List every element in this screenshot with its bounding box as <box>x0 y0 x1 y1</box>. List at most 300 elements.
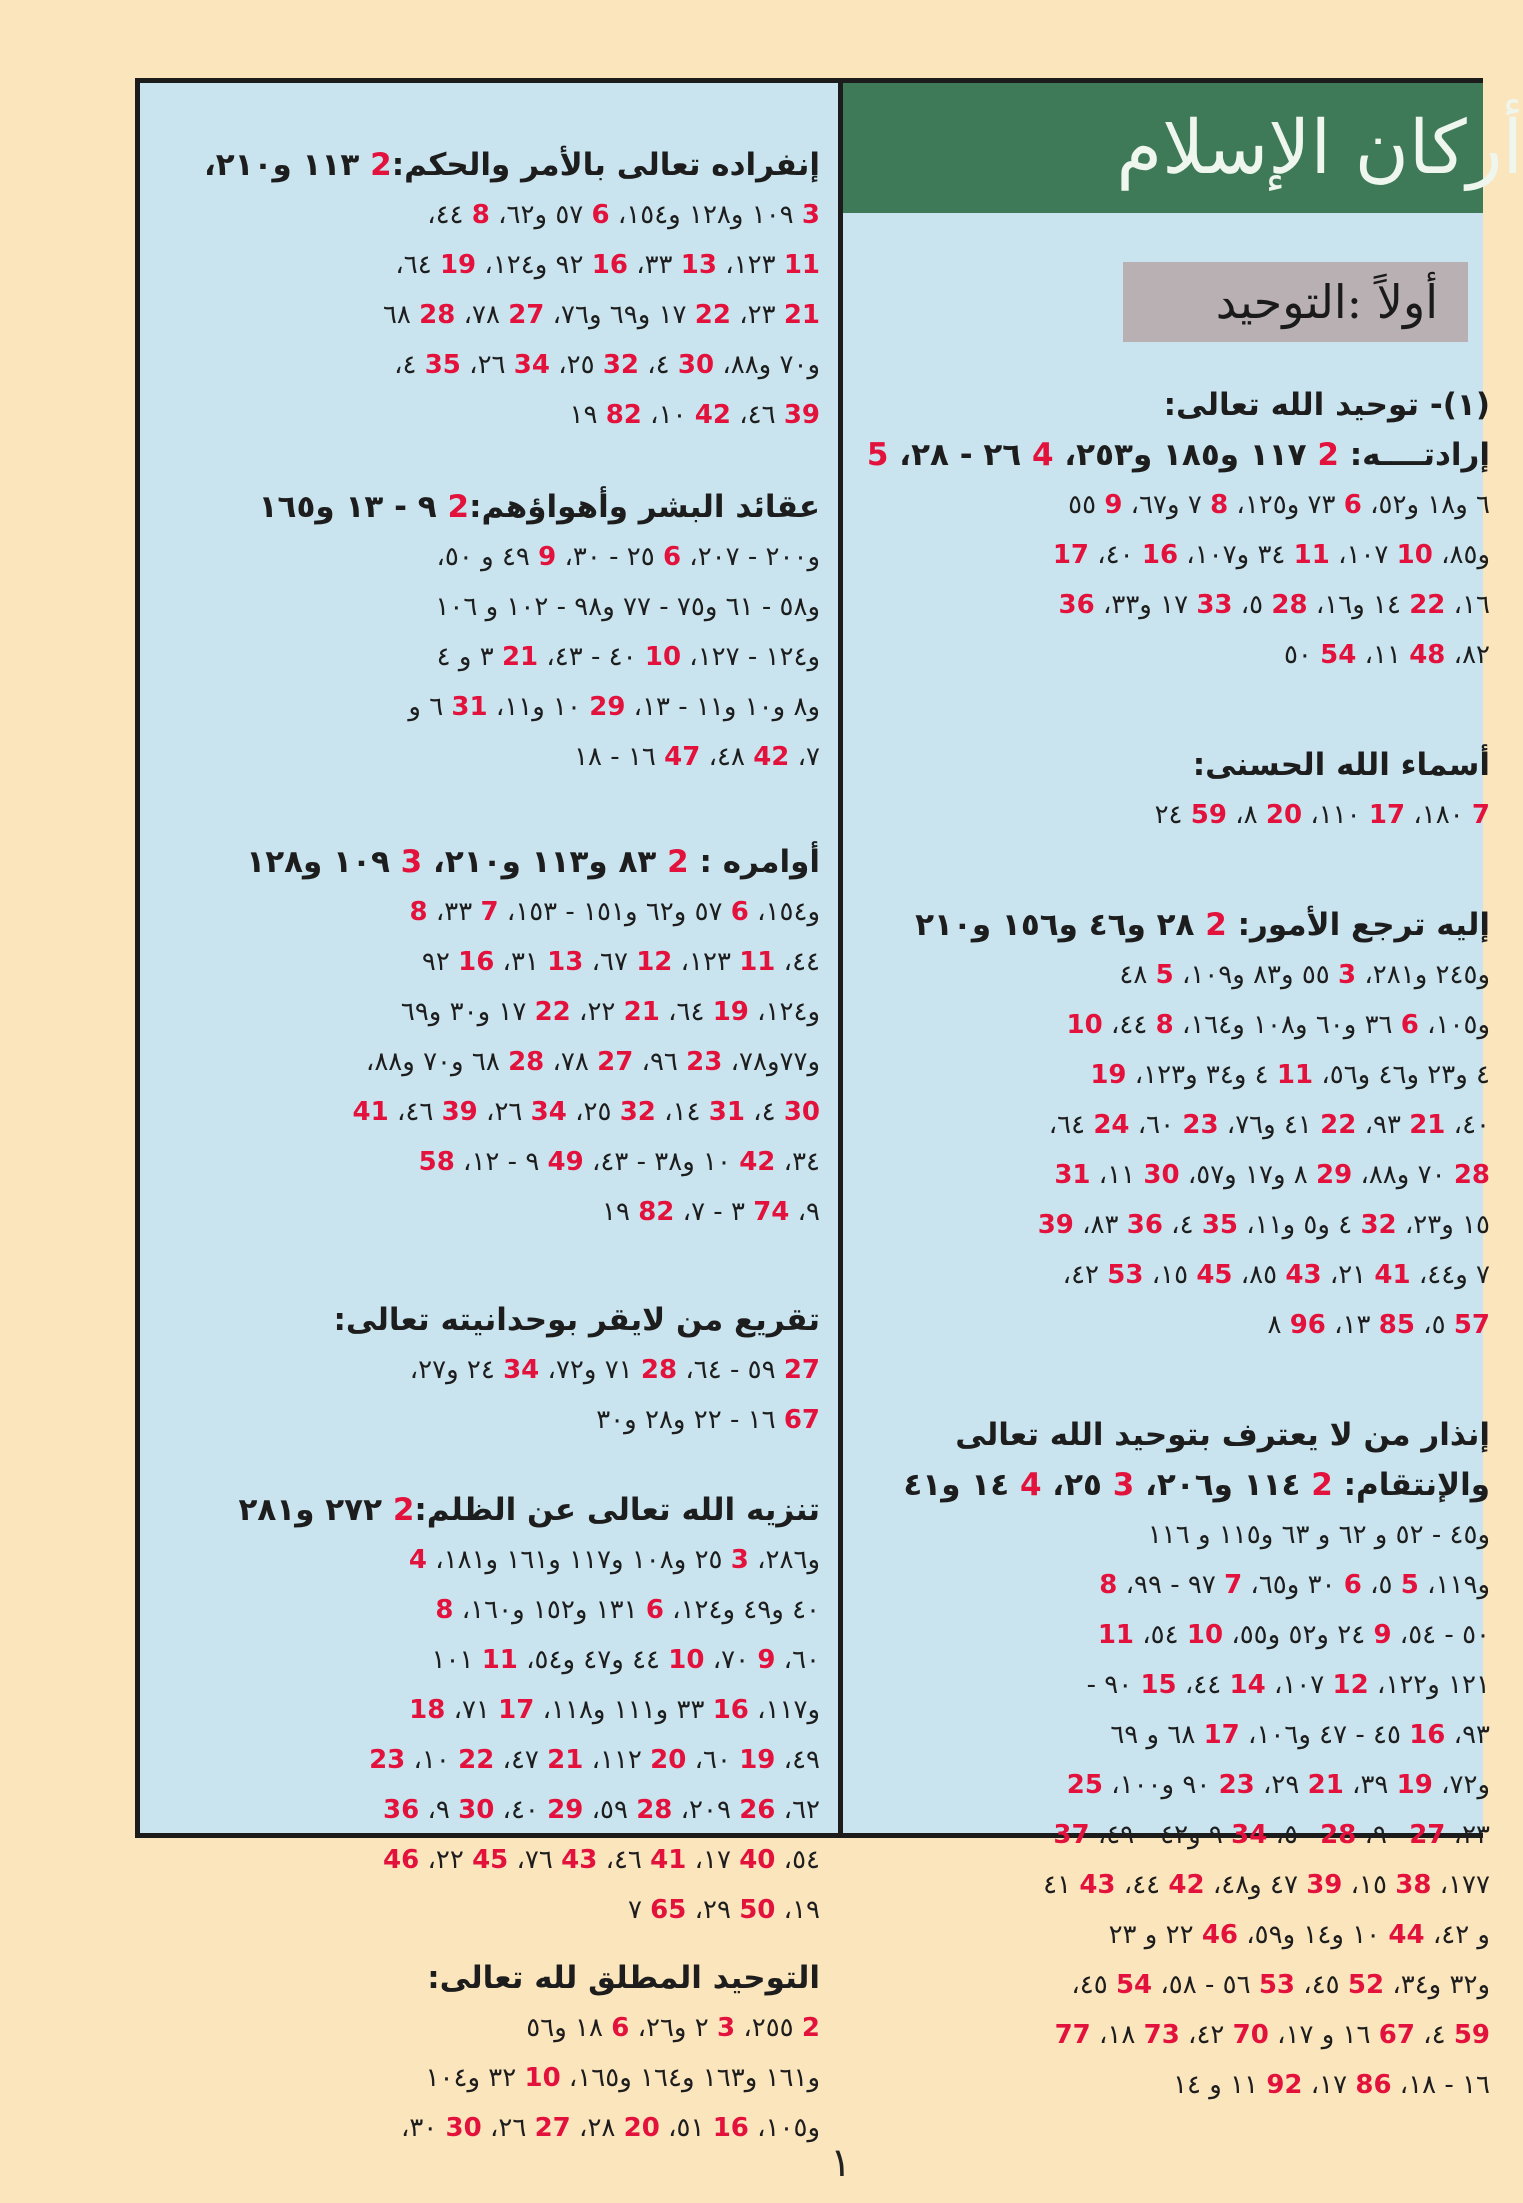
section-heading-line <box>850 1410 1490 1460</box>
surah-number: 74 <box>753 1197 790 1227</box>
verse-numbers: ٤، <box>744 1097 784 1127</box>
verse-numbers: ٥٧ و٦٢ و١٥١ - ١٥٣، <box>498 897 731 927</box>
verse-numbers: ٢٢، <box>570 997 624 1027</box>
verse-numbers: ١٠ و١١، <box>487 692 590 722</box>
surah-number: 34 <box>530 1097 567 1127</box>
verse-numbers: ٦٤، <box>395 250 440 280</box>
surah-number: 10 <box>1066 1010 1103 1040</box>
surah-number: 11 <box>1097 1620 1135 1650</box>
reference-line <box>850 530 1490 580</box>
surah-number: 54 <box>1115 1970 1153 2000</box>
surah-number: 32 <box>619 1097 656 1127</box>
surah-number: 43 <box>561 1845 598 1875</box>
index-section <box>850 430 1490 680</box>
title-banner <box>843 83 1523 213</box>
topic-heading: أوامره : <box>699 844 820 880</box>
verse-numbers: ٢٤ و٥٢ و٥٥، <box>1223 1620 1374 1650</box>
surah-number: 12 <box>1332 1670 1369 1700</box>
verse-numbers: ٤١ و٧٦، <box>1218 1110 1321 1140</box>
verse-numbers: ١٤، <box>655 1097 709 1127</box>
verse-numbers: ٧٣ و١٢٥، <box>1228 490 1344 520</box>
surah-number: 27 <box>1409 1820 1446 1850</box>
verse-numbers: ٥، <box>1232 590 1272 620</box>
surah-number: 4 <box>1032 437 1054 473</box>
surah-number: 28 <box>1271 590 1308 620</box>
verse-numbers: ٤٩، <box>775 1745 820 1775</box>
topic-heading: أسماء الله الحسنى: <box>1192 747 1490 783</box>
surah-number: 32 <box>1360 1210 1397 1240</box>
reference-line <box>150 2053 820 2103</box>
reference-line <box>150 987 820 1037</box>
surah-number: 11 <box>1293 540 1330 570</box>
reference-line <box>150 1835 820 1885</box>
verse-numbers: ٢٥، <box>566 1097 620 1127</box>
surah-number: 16 <box>1409 1720 1446 1750</box>
verse-numbers: ٨ <box>1267 1310 1290 1340</box>
reference-line <box>850 1000 1490 1050</box>
verse-numbers: ١٠٧، <box>1265 1670 1333 1700</box>
surah-number: 29 <box>1316 1160 1353 1190</box>
verse-numbers: ٧، <box>789 742 820 772</box>
surah-number: 17 <box>1203 1720 1240 1750</box>
reference-line <box>150 190 820 240</box>
surah-number: 15 <box>1140 1670 1177 1700</box>
surah-number: 25 <box>1066 1770 1103 1800</box>
surah-number: 30 <box>445 2113 482 2143</box>
verse-numbers: ٥٥ و٨٣ و١٠٩، <box>1173 960 1339 990</box>
surah-number: 42 <box>753 742 790 772</box>
verse-numbers: ١٠ و١٤ و٥٩، <box>1238 1920 1389 1950</box>
surah-number: 6 <box>1400 1010 1419 1040</box>
verse-numbers: ٢٧٢ و٢٨١ <box>238 1492 393 1528</box>
surah-number: 5 <box>866 437 889 473</box>
verse-numbers: ٢٤ <box>1154 800 1191 830</box>
surah-number: 45 <box>472 1845 509 1875</box>
index-section <box>850 380 1490 430</box>
section-heading-line <box>850 900 1490 950</box>
verse-numbers: ١٠ و٣٨ - ٤٣، <box>583 1147 740 1177</box>
surah-number: 3 <box>400 844 423 880</box>
surah-number: 2 <box>1317 437 1350 473</box>
surah-number: 33 <box>1196 590 1233 620</box>
verse-numbers: و٢٤٥ و٢٨١، <box>1356 960 1490 990</box>
verse-numbers: و١٠٥، <box>748 2113 820 2143</box>
verse-numbers: و٧٢، <box>1432 1770 1490 1800</box>
verse-numbers: ٤٤، <box>1102 1010 1156 1040</box>
surah-number: 23 <box>369 1745 406 1775</box>
verse-numbers: ٣٠، <box>400 2113 446 2143</box>
verse-numbers: ٣٣، <box>627 250 681 280</box>
verse-numbers: ٧ و٤٤، <box>1410 1260 1490 1290</box>
reference-line <box>850 1710 1490 1760</box>
surah-number: 9 <box>1373 1620 1392 1650</box>
surah-number: 30 <box>1143 1160 1180 1190</box>
page-number: ١ <box>830 2140 852 2186</box>
verse-numbers: ٧ <box>627 1895 651 1925</box>
verse-numbers: ٦٢، <box>775 1795 820 1825</box>
verse-numbers: ١٦ - ١٨، <box>1391 2070 1490 2100</box>
surah-number: 36 <box>383 1795 420 1825</box>
verse-numbers: ٤ و٣٤ و١٢٣، <box>1126 1060 1277 1090</box>
reference-line <box>150 2003 820 2053</box>
surah-number: 27 <box>597 1047 634 1077</box>
verse-numbers: ١٣، <box>1325 1310 1379 1340</box>
surah-number: 14 <box>1229 1670 1266 1700</box>
topic-heading: إنفراده تعالى بالأمر والحكم: <box>391 147 820 183</box>
verse-numbers: ٤٤، <box>775 947 820 977</box>
verse-numbers: ١٩ <box>602 1197 639 1227</box>
verse-numbers: ٢٢ و ٢٣ <box>1108 1920 1202 1950</box>
reference-line <box>850 1300 1490 1350</box>
surah-number: 50 <box>739 1895 776 1925</box>
verse-numbers: و ٤٢، <box>1424 1920 1490 1950</box>
surah-number: 7 <box>480 897 499 927</box>
topic-heading: إليه ترجع الأمور: <box>1237 907 1490 943</box>
verse-numbers: ١٩، <box>775 1895 820 1925</box>
surah-number: 10 <box>1396 540 1433 570</box>
surah-number: 21 <box>1409 1110 1446 1140</box>
reference-line <box>850 1960 1490 2010</box>
verse-numbers: ٦ و <box>408 692 452 722</box>
verse-numbers: ٨٢، <box>1445 640 1490 670</box>
surah-number: 23 <box>686 1047 723 1077</box>
reference-line <box>150 2103 820 2153</box>
verse-numbers: ٤٦، <box>388 1097 442 1127</box>
surah-number: 58 <box>418 1147 455 1177</box>
verse-numbers: ٥٤، <box>775 1845 820 1875</box>
right-column <box>850 380 1490 2110</box>
surah-number: 28 <box>636 1795 673 1825</box>
verse-numbers: ١٠٧، <box>1329 540 1397 570</box>
verse-numbers: ٦ و١٨ و٥٢، <box>1361 490 1490 520</box>
verse-numbers: ٣ و ٤ <box>436 642 502 672</box>
surah-number: 36 <box>1058 590 1095 620</box>
verse-numbers: ٤٦، <box>597 1845 651 1875</box>
verse-numbers: ٩٠، <box>1356 1820 1410 1850</box>
verse-numbers: و٤٥ - ٥٢ و ٦٢ و ٦٣ و١١٥ و ١١٦ <box>1147 1520 1490 1550</box>
reference-line <box>850 630 1490 680</box>
surah-number: 86 <box>1355 2070 1392 2100</box>
reference-line <box>150 390 820 440</box>
surah-number: 10 <box>524 2063 561 2093</box>
surah-number: 19 <box>439 250 477 280</box>
surah-number: 41 <box>650 1845 687 1875</box>
verse-numbers: ٣٤، <box>775 1147 820 1177</box>
surah-number: 22 <box>1409 590 1446 620</box>
surah-number: 48 <box>1409 640 1446 670</box>
surah-number: 39 <box>441 1097 478 1127</box>
reference-line <box>850 1860 1490 1910</box>
verse-numbers: ١٨ و٥٦ <box>526 2013 612 2043</box>
surah-number: 70 <box>1232 2020 1269 2050</box>
reference-line <box>850 2010 1490 2060</box>
verse-numbers: و١٦١ و١٦٣ و١٦٤ و١٦٥، <box>560 2063 820 2093</box>
verse-numbers: ٥، <box>1361 1570 1401 1600</box>
surah-number: 57 <box>1453 1310 1490 1340</box>
verse-numbers: ٦٤، <box>1048 1110 1094 1140</box>
verse-numbers: و٢٠٠ - ٢٠٧، <box>681 542 820 572</box>
verse-numbers: ١٠٩ و١٢٨ و١٥٤، <box>609 200 802 230</box>
verse-numbers: ٢٥ و١٠٨ و١١٧ و١٦١ و١٨١، <box>426 1545 731 1575</box>
page-title: أركان الإسلام <box>1116 105 1523 191</box>
verse-numbers: ٥٠ - ٥٤، <box>1391 1620 1490 1650</box>
reference-line <box>150 1585 820 1635</box>
reference-line <box>150 1395 820 1445</box>
reference-line <box>150 937 820 987</box>
surah-number: 6 <box>645 1595 664 1625</box>
verse-numbers: ١٢٣، <box>716 250 784 280</box>
surah-number: 38 <box>1395 1870 1432 1900</box>
verse-numbers: و٢٨٦، <box>748 1545 820 1575</box>
verse-numbers: ٤٤ و٤٧ و٥٤، <box>517 1645 669 1675</box>
verse-numbers: ٤٠ - ٤٣، <box>538 642 645 672</box>
reference-line <box>850 480 1490 530</box>
surah-number: 36 <box>1126 1210 1163 1240</box>
topic-heading: والإنتقام: <box>1343 1467 1490 1503</box>
surah-number: 17 <box>1052 540 1089 570</box>
verse-numbers: ١٤ و١٦، <box>1307 590 1410 620</box>
topic-heading: التوحيد المطلق لله تعالى: <box>427 1960 820 1996</box>
surah-number: 39 <box>1306 1870 1343 1900</box>
verse-numbers: ٤٥، <box>1071 1970 1116 2000</box>
verse-numbers: ١٧ و٣٣، <box>1094 590 1197 620</box>
verse-numbers: و١٢٤ - ١٢٧، <box>681 642 820 672</box>
reference-line <box>850 2060 1490 2110</box>
verse-numbers: ٥، <box>1414 1310 1454 1340</box>
surah-number: 8 <box>1210 490 1229 520</box>
verse-numbers: ١٥، <box>1143 1260 1197 1290</box>
section-heading-line <box>150 482 820 532</box>
surah-number: 2 <box>1311 1467 1344 1503</box>
left-column <box>150 140 820 2153</box>
surah-number: 41 <box>352 1097 389 1127</box>
reference-line <box>150 887 820 937</box>
reference-line <box>850 1100 1490 1150</box>
reference-line <box>850 1760 1490 1810</box>
verse-numbers: ١٩ <box>569 400 606 430</box>
topic-heading: تنزيه الله تعالى عن الظلم: <box>414 1492 820 1528</box>
verse-numbers: ٦٨ و ٦٩ <box>1110 1720 1204 1750</box>
verse-numbers: ١٧ و٦٩ و٧٦، <box>544 300 695 330</box>
surah-number: 9 <box>1104 490 1123 520</box>
verse-numbers: ١٠٩ و١٢٨ <box>246 844 401 880</box>
surah-number: 8 <box>1099 1570 1118 1600</box>
surah-number: 53 <box>1258 1970 1296 2000</box>
verse-numbers: ١٦، <box>1445 590 1490 620</box>
verse-numbers: ٤٥، <box>1295 1970 1348 2000</box>
verse-numbers: ٤٠ و٤٩ و١٢٤، <box>663 1595 820 1625</box>
surah-number: 2 <box>370 147 392 183</box>
verse-numbers: ٤، <box>639 350 678 380</box>
index-section <box>150 1295 820 1445</box>
surah-number: 42 <box>739 1147 776 1177</box>
surah-number: 52 <box>1347 1970 1385 2000</box>
verse-numbers: ٢٥ - ٣٠، <box>556 542 663 572</box>
surah-number: 41 <box>1374 1260 1411 1290</box>
verse-numbers: ٤٢، <box>1062 1260 1108 1290</box>
surah-number: 9 <box>757 1645 776 1675</box>
surah-number: 42 <box>694 400 731 430</box>
surah-number: 13 <box>680 250 717 280</box>
topic-heading: إنذار من لا يعترف بتوحيد الله تعالى <box>955 1417 1490 1453</box>
surah-number: 3 <box>1338 960 1357 990</box>
reference-line <box>150 1087 820 1137</box>
verse-numbers: و١١٩، <box>1418 1570 1490 1600</box>
verse-numbers: ٦٠، <box>1129 1110 1183 1140</box>
surah-number: 20 <box>650 1745 687 1775</box>
section-heading-line <box>150 140 820 190</box>
surah-number: 16 <box>712 1695 749 1725</box>
verse-numbers: ٦٤، <box>659 997 713 1027</box>
surah-number: 28 <box>640 1355 678 1385</box>
surah-number: 46 <box>1201 1920 1238 1950</box>
surah-number: 43 <box>1079 1870 1116 1900</box>
surah-number: 19 <box>739 1745 776 1775</box>
surah-number: 2 <box>667 844 700 880</box>
surah-number: 10 <box>644 642 682 672</box>
verse-numbers: ٧١ و٧٢، <box>539 1355 641 1385</box>
surah-number: 2 <box>801 2013 820 2043</box>
verse-numbers: ٧٠ و٨٨، <box>1352 1160 1454 1190</box>
reference-line <box>150 240 820 290</box>
verse-numbers: ١١، <box>1090 1160 1144 1190</box>
verse-numbers: ٥٩ - ٦٤، <box>677 1355 784 1385</box>
surah-number: 29 <box>547 1795 584 1825</box>
verse-numbers: ٤، <box>394 350 425 380</box>
reference-line <box>150 290 820 340</box>
verse-numbers: ٤٠، <box>1445 1110 1490 1140</box>
verse-numbers: ١٠١ <box>431 1645 482 1675</box>
verse-numbers: ٩ و٤٢ - ٤٩، <box>1089 1820 1232 1850</box>
surah-number: 42 <box>1168 1870 1205 1900</box>
surah-number: 27 <box>508 300 545 330</box>
verse-numbers: ١٧ و٣٠ و٦٩ <box>400 997 535 1027</box>
section-heading: أولاً :التوحيد <box>1215 275 1438 329</box>
index-section <box>850 1410 1490 1460</box>
reference-line <box>150 1345 820 1395</box>
surah-number: 2 <box>392 1492 415 1528</box>
verse-numbers: ٤٤، <box>1176 1670 1230 1700</box>
surah-number: 46 <box>383 1845 420 1875</box>
surah-number: 28 <box>1320 1820 1357 1850</box>
surah-number: 39 <box>1037 1210 1074 1240</box>
verse-numbers: ٤٨ <box>1119 960 1156 990</box>
surah-number: 17 <box>498 1695 535 1725</box>
verse-numbers: ٥٤، <box>1134 1620 1187 1650</box>
verse-numbers: ٤١ <box>1043 1870 1080 1900</box>
surah-number: 20 <box>623 2113 660 2143</box>
reference-line <box>150 732 820 782</box>
reference-line <box>150 1685 820 1735</box>
surah-number: 28 <box>1453 1160 1490 1190</box>
verse-numbers: ١٦ - ١٨ <box>574 742 665 772</box>
surah-number: 3 <box>716 2013 736 2043</box>
surah-number: 12 <box>636 947 673 977</box>
verse-numbers: ٤٢، <box>1179 2020 1233 2050</box>
verse-numbers: ٢٩، <box>1254 1770 1308 1800</box>
verse-numbers: ٩، <box>789 1197 820 1227</box>
surah-number: 2 <box>447 489 470 525</box>
surah-number: 85 <box>1378 1310 1415 1340</box>
verse-numbers: ٢٨، <box>570 2113 624 2143</box>
surah-number: 32 <box>602 350 639 380</box>
surah-number: 6 <box>611 2013 630 2043</box>
verse-numbers: ٥٠، <box>1267 1820 1321 1850</box>
surah-number: 34 <box>1231 1820 1268 1850</box>
verse-numbers: و٧٠ و٨٨، <box>714 350 820 380</box>
surah-number: 13 <box>547 947 584 977</box>
verse-numbers: ٤ و٢٣ و٤٦ و٥٦، <box>1313 1060 1490 1090</box>
surah-number: 47 <box>664 742 701 772</box>
verse-numbers: ٢٩، <box>686 1895 740 1925</box>
verse-numbers: ١٥ و٢٣، <box>1396 1210 1490 1240</box>
surah-number: 40 <box>739 1845 776 1875</box>
reference-line <box>150 340 820 390</box>
verse-numbers: ١٣١ و١٥٢ و١٦٠، <box>453 1595 646 1625</box>
surah-number: 21 <box>783 300 820 330</box>
surah-number: 31 <box>708 1097 745 1127</box>
verse-numbers: و٨ و١٠ و١١ - ١٣، <box>625 692 820 722</box>
surah-number: 21 <box>547 1745 584 1775</box>
surah-number: 29 <box>589 692 626 722</box>
verse-numbers: ٥٧ و٦٢، <box>489 200 592 230</box>
surah-number: 19 <box>1396 1770 1433 1800</box>
section-heading-line <box>850 1460 1490 1510</box>
reference-line <box>150 1137 820 1187</box>
verse-numbers: ٩، <box>419 1795 459 1825</box>
verse-numbers: ٢٢، <box>419 1845 473 1875</box>
verse-numbers: ٦٨ <box>382 300 420 330</box>
verse-numbers: ٣٣ و١١١ و١١٨، <box>534 1695 713 1725</box>
verse-numbers: ٩٣، <box>1356 1110 1410 1140</box>
surah-number: 7 <box>1471 800 1490 830</box>
verse-numbers: ٢٣، <box>1445 1820 1490 1850</box>
index-section <box>150 482 820 782</box>
surah-number: 22 <box>694 300 731 330</box>
verse-numbers: ٣٩، <box>1343 1770 1397 1800</box>
verse-numbers: ٧١، <box>445 1695 499 1725</box>
verse-numbers: ٧٦، <box>508 1845 562 1875</box>
surah-number: 59 <box>1453 2020 1490 2050</box>
surah-number: 82 <box>605 400 642 430</box>
surah-number: 30 <box>677 350 715 380</box>
surah-number: 6 <box>730 897 749 927</box>
surah-number: 77 <box>1054 2020 1091 2050</box>
verse-numbers: ٣٦ و٦٠ و١٠٨ و١٦٤، <box>1173 1010 1401 1040</box>
surah-number: 59 <box>1190 800 1227 830</box>
verse-numbers: ٩٠ و١٠٠، <box>1102 1770 1219 1800</box>
surah-number: 6 <box>1343 490 1362 520</box>
surah-number: 53 <box>1107 1260 1144 1290</box>
surah-number: 11 <box>481 1645 518 1675</box>
surah-number: 6 <box>1343 1570 1362 1600</box>
verse-numbers: ٢٥٥، <box>735 2013 802 2043</box>
verse-numbers: ٨٣، <box>1073 1210 1127 1240</box>
surah-number: 5 <box>1400 1570 1419 1600</box>
verse-numbers: ٥٥ <box>1068 490 1105 520</box>
verse-numbers: ١٦ - ٢٢ و٢٨ و٣٠ <box>596 1405 784 1435</box>
surah-number: 73 <box>1143 2020 1180 2050</box>
verse-numbers: ٤٠، <box>494 1795 548 1825</box>
verse-numbers: ٢٦ - ٢٨، <box>888 437 1033 473</box>
index-section <box>850 1460 1490 2110</box>
reference-line <box>850 1200 1490 1250</box>
verse-numbers: ٤٥ - ٤٧ و١٠٦، <box>1239 1720 1410 1750</box>
verse-numbers: و٣٢ و٣٤، <box>1384 1970 1490 2000</box>
surah-number: 22 <box>458 1745 495 1775</box>
reference-line <box>850 1150 1490 1200</box>
surah-number: 31 <box>451 692 488 722</box>
